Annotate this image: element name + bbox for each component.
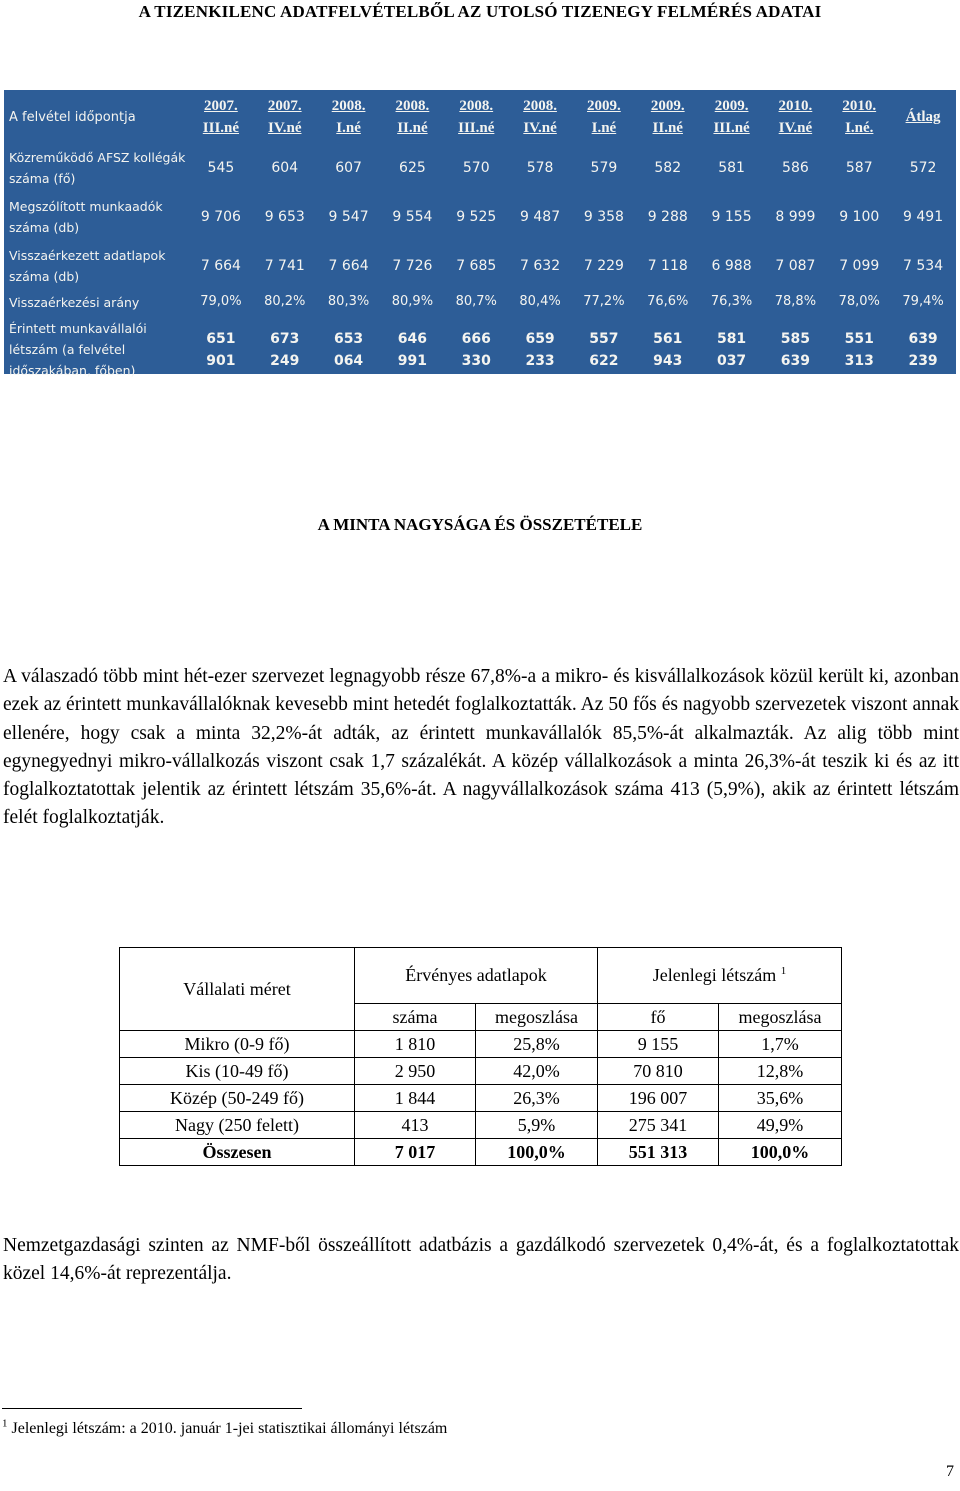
survey-cell: 77,2% <box>583 294 625 309</box>
survey-cell: 9 706 <box>200 208 241 225</box>
table-row <box>120 1031 842 1058</box>
table-cell: 12,8% <box>719 1058 842 1085</box>
table-cell: 551 313 <box>598 1139 719 1166</box>
column-period: II.né <box>397 120 428 136</box>
row-label: Nagy (250 felett) <box>120 1112 355 1139</box>
table-cell: 196 007 <box>598 1085 719 1112</box>
survey-cell: 578 <box>526 159 554 176</box>
survey-cell: 80,9% <box>391 294 434 309</box>
column-year: 2007. <box>267 98 302 114</box>
column-year: 2009. <box>714 98 749 114</box>
footnote-mark: 1 <box>780 965 787 977</box>
survey-cell: 582 <box>654 159 682 176</box>
survey-cell: 7 087 <box>775 257 816 274</box>
footnote-divider <box>2 1408 302 1409</box>
survey-cell: 78,8% <box>774 294 817 309</box>
table-cell: 9 155 <box>598 1031 719 1058</box>
survey-cell: 9 491 <box>903 208 944 225</box>
survey-column-header <box>381 92 443 142</box>
survey-column-header <box>892 92 954 142</box>
survey-header-label: A felvétel időpontja <box>9 109 136 125</box>
survey-row-label: Érintett munkavállalói létszám (a felvétel időszakában, főben) <box>9 321 147 378</box>
group-header-current-headcount: Jelenlegi létszám $^1$ <box>598 948 842 1004</box>
body-paragraph: A válaszadó több mint hét-ezer szervezet legnagyobb része 67,8%-a a mikro- és kisvállalkozások közül került ki, azonban ezek az érintett munkavállalóknak kevesebb mint hetedét foglalkoztatták. Az 50 fős és nagyobb szervezetek viszont annak ellenére, hogy csak a minta 32,2%-át adták, az érintett munkavállalók 85,5%-át alkalmazták. Az alig több mint egynegyednyi mikro-vállalkozás viszont csak 1,7 százalékát. A közép vállalkozások a minta 26,3%-át teszik ki és az itt foglalkoztatottak jelentik az érintett létszám 35,6%-át. A nagyvállalkozások száma 413 (5,9%), akik az érintett létszám felét foglalkoztatják. <box>3 666 959 829</box>
survey-cell: 7 685 <box>456 257 497 274</box>
table-row <box>120 1085 842 1112</box>
row-label: Mikro (0-9 fő) <box>120 1031 355 1058</box>
survey-cell: 9 525 <box>456 208 497 225</box>
table-row <box>120 1112 842 1139</box>
survey-row-label: Visszaérkezési arány <box>9 294 140 310</box>
survey-column-header <box>637 92 699 142</box>
survey-cell: 9 547 <box>328 208 369 225</box>
survey-cell: 79,0% <box>200 294 242 309</box>
survey-cell: 586 <box>782 159 809 176</box>
survey-column-header <box>764 92 826 142</box>
survey-cell: 7 099 <box>839 257 880 274</box>
survey-column-header <box>701 92 763 142</box>
survey-cell: 607 <box>335 159 362 176</box>
survey-cell: 572 <box>909 159 937 176</box>
body-paragraph: Nemzetgazdasági szinten az NMF-ből összeállított adatbázis a gazdálkodó szervezetek 0,4%-át, és a foglalkoztatottak közel 14,6%-át reprezentálja. <box>3 1235 959 1285</box>
column-year: 2008. <box>331 98 366 114</box>
survey-cell: 80,3% <box>327 294 370 309</box>
table-cell: 275 341 <box>598 1112 719 1139</box>
survey-cell: 7 664 <box>328 257 369 274</box>
table-cell: 100,0% <box>719 1139 842 1166</box>
survey-cell: 653 064 <box>333 330 364 369</box>
survey-cell: 7 741 <box>264 257 305 274</box>
survey-cell: 639 239 <box>908 330 938 369</box>
survey-cell: 6 988 <box>711 257 752 274</box>
column-period: IV.né <box>267 120 302 136</box>
column-year: 2009. <box>650 98 685 114</box>
row-label: Összesen <box>120 1139 355 1166</box>
footnote-text: Jelenlegi létszám: a 2010. január 1-jei statisztikai állományi létszám <box>11 1420 448 1437</box>
column-year: 2008. <box>523 98 557 114</box>
survey-cell: 9 487 <box>520 208 561 225</box>
table-cell: 5,9% <box>476 1112 598 1139</box>
survey-cell: 9 653 <box>264 208 305 225</box>
table-cell: 1 844 <box>355 1085 476 1112</box>
column-year: 2008. <box>459 98 494 114</box>
survey-column-header <box>445 92 507 142</box>
survey-cell: 7 726 <box>392 257 433 274</box>
page-number: 7 <box>946 1463 954 1480</box>
survey-cell: 625 <box>399 159 426 176</box>
footnote-mark: 1 <box>2 1417 8 1430</box>
column-period: III.né <box>202 120 240 136</box>
table-cell: 70 810 <box>598 1058 719 1085</box>
company-size-table <box>119 947 842 1166</box>
survey-cell: 557 622 <box>589 330 619 369</box>
row-label: Közép (50-249 fő) <box>120 1085 355 1112</box>
column-year: 2007. <box>204 98 238 114</box>
table-cell: 49,9% <box>719 1112 842 1139</box>
survey-data-table <box>4 90 956 378</box>
survey-cell: 80,4% <box>519 294 561 309</box>
table-row <box>120 1058 842 1085</box>
survey-cell: 551 313 <box>844 330 874 369</box>
sub-header: megoszlása <box>476 1004 598 1031</box>
column-period: Átlag <box>905 109 941 125</box>
table-cell: 25,8% <box>476 1031 598 1058</box>
survey-cell: 9 358 <box>583 208 624 225</box>
table-cell: 413 <box>355 1112 476 1139</box>
survey-cell: 651 901 <box>206 330 236 369</box>
column-period: I.né <box>336 120 361 136</box>
survey-row-label: Visszaérkezett adatlapok száma (db) <box>9 247 166 284</box>
survey-row-label: Megszólított munkaadók száma (db) <box>9 198 163 235</box>
survey-cell: 9 288 <box>647 208 688 225</box>
survey-cell: 80,2% <box>264 294 306 309</box>
column-period: III.né <box>713 120 750 136</box>
survey-cell: 666 330 <box>461 330 491 369</box>
survey-column-header <box>828 92 890 142</box>
survey-cell: 581 <box>718 159 745 176</box>
column-period: I.né. <box>845 120 874 136</box>
table-cell: 35,6% <box>719 1085 842 1112</box>
row-label: Kis (10-49 fő) <box>120 1058 355 1085</box>
survey-cell: 585 639 <box>780 330 811 369</box>
column-year: 2008. <box>395 98 430 114</box>
survey-cell: 587 <box>845 159 873 176</box>
table-cell: 1,7% <box>719 1031 842 1058</box>
survey-cell: 8 999 <box>775 208 816 225</box>
survey-cell: 79,4% <box>902 294 944 309</box>
table-cell: 2 950 <box>355 1058 476 1085</box>
survey-cell: 76,3% <box>710 294 753 309</box>
survey-cell: 604 <box>271 159 299 176</box>
column-year: 2009. <box>587 98 621 114</box>
survey-row-label: Közreműködő AFSZ kollégák száma (fő) <box>9 149 186 186</box>
survey-cell: 646 991 <box>397 330 428 369</box>
group-header-valid-forms: Érvényes adatlapok <box>355 948 598 1004</box>
survey-column-header <box>318 92 380 142</box>
survey-cell: 7 534 <box>903 257 944 274</box>
survey-cell: 78,0% <box>838 294 880 309</box>
table-cell: 1 810 <box>355 1031 476 1058</box>
column-period: IV.né <box>523 120 557 136</box>
table-total-row <box>120 1139 842 1166</box>
survey-cell: 570 <box>462 159 490 176</box>
column-period: II.né <box>652 120 683 136</box>
sub-header: száma <box>355 1004 476 1031</box>
table-cell: 42,0% <box>476 1058 598 1085</box>
column-period: I.né <box>591 120 617 136</box>
survey-cell: 673 249 <box>270 330 300 369</box>
column-year: 2010. <box>842 98 877 114</box>
survey-cell: 9 100 <box>839 208 880 225</box>
column-period: IV.né <box>778 120 813 136</box>
survey-column-header <box>190 92 252 142</box>
survey-cell: 659 233 <box>525 330 555 369</box>
survey-cell: 7 664 <box>200 257 241 274</box>
sub-header: fő <box>598 1004 719 1031</box>
section-heading: A MINTA NAGYSÁGA ÉS ÖSSZETÉTELE <box>317 515 643 534</box>
column-period: III.né <box>458 120 495 136</box>
survey-cell: 80,7% <box>455 294 497 309</box>
survey-cell: 561 943 <box>653 330 683 369</box>
survey-cell: 7 632 <box>520 257 561 274</box>
page-heading: A TIZENKILENC ADATFELVÉTELBŐL AZ UTOLSÓ TIZENEGY FELMÉRÉS ADATAI <box>138 2 822 21</box>
survey-cell: 579 <box>590 159 618 176</box>
col-header-company-size: Vállalati méret <box>120 948 355 1031</box>
survey-cell: 7 229 <box>583 257 624 274</box>
survey-cell: 545 <box>207 159 235 176</box>
survey-column-header <box>573 92 635 142</box>
survey-column-header <box>254 92 316 142</box>
survey-cell: 9 155 <box>711 208 752 225</box>
survey-cell: 9 554 <box>392 208 433 225</box>
column-year: 2010. <box>778 98 813 114</box>
survey-column-header <box>509 92 571 142</box>
survey-cell: 581 037 <box>716 330 747 369</box>
survey-cell: 76,6% <box>647 294 689 309</box>
table-cell: 7 017 <box>355 1139 476 1166</box>
table-cell: 26,3% <box>476 1085 598 1112</box>
footnote <box>2 1417 448 1438</box>
survey-cell: 7 118 <box>647 257 688 274</box>
sub-header: megoszlása <box>719 1004 842 1031</box>
table-cell: 100,0% <box>476 1139 598 1166</box>
